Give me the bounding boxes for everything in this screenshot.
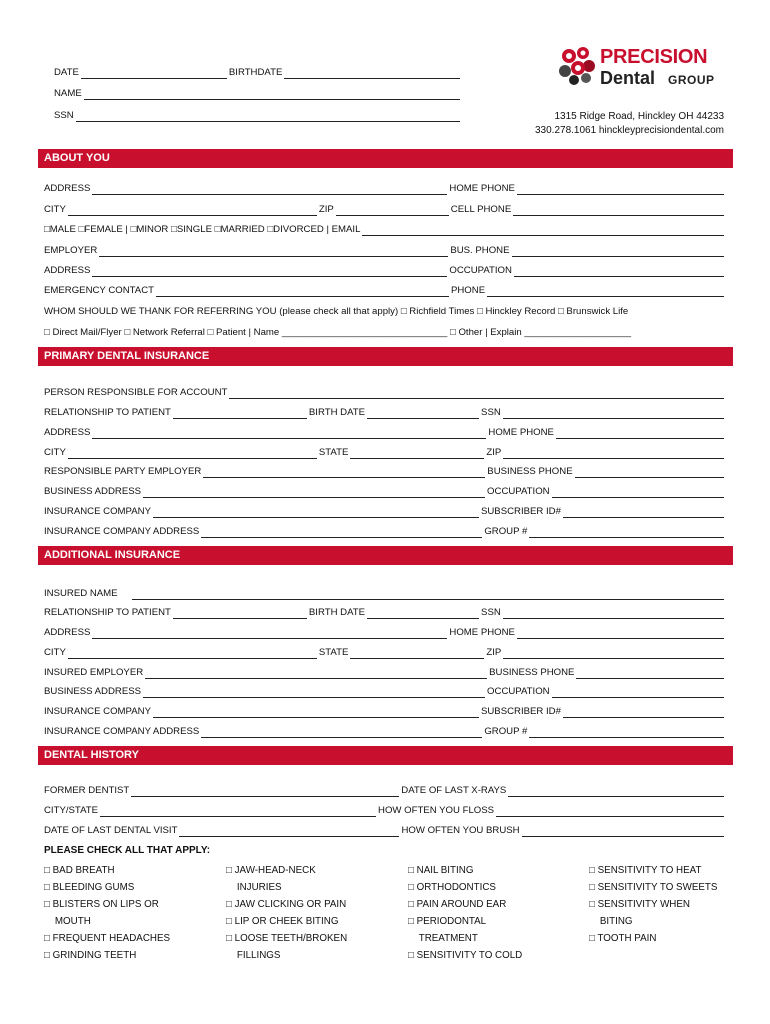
address-label: ADDRESS xyxy=(44,627,91,638)
occupation-field[interactable] xyxy=(514,266,724,277)
subscriber-id-field[interactable] xyxy=(563,707,724,718)
address-label: ADDRESS xyxy=(44,183,91,194)
name-row xyxy=(54,88,462,100)
emergency-contact-field[interactable] xyxy=(156,286,449,297)
additional-address-row xyxy=(44,627,726,639)
zip-label: ZIP xyxy=(486,647,502,658)
condition-checkbox-item[interactable]: □ LIP OR CHEEK BITING xyxy=(226,916,339,927)
relationship-label: RELATIONSHIP TO PATIENT xyxy=(44,607,171,618)
primary-city-row xyxy=(44,447,726,459)
person-responsible-field[interactable] xyxy=(229,388,724,399)
last-visit-field[interactable] xyxy=(179,826,399,837)
ssn-label: SSN xyxy=(481,607,501,618)
occupation-field[interactable] xyxy=(552,687,724,698)
address-field[interactable] xyxy=(92,628,447,639)
condition-checkbox-item[interactable]: □ NAIL BITING xyxy=(408,865,474,876)
bus-phone-field[interactable] xyxy=(512,246,724,257)
condition-checkbox-item[interactable]: □ SENSITIVITY TO SWEETS xyxy=(589,882,718,893)
primary-person-row xyxy=(44,387,726,399)
condition-checkbox-item[interactable]: □ GRINDING TEETH xyxy=(44,950,137,961)
insured-employer-field[interactable] xyxy=(145,668,487,679)
primary-address-row xyxy=(44,427,726,439)
insurance-company-field[interactable] xyxy=(153,507,479,518)
subscriber-id-label: SUBSCRIBER ID# xyxy=(480,506,561,517)
tooth-cluster-icon xyxy=(556,44,598,86)
condition-checkbox-item[interactable]: □ BLISTERS ON LIPS OR xyxy=(44,899,159,910)
home-phone-label: HOME PHONE xyxy=(449,627,515,638)
check-all-heading: PLEASE CHECK ALL THAT APPLY: xyxy=(44,845,211,856)
additional-city-row xyxy=(44,647,726,659)
birthdate-label: BIRTHDATE xyxy=(228,67,283,78)
condition-checkbox-item[interactable]: □ JAW-HEAD-NECK xyxy=(226,865,316,876)
city-label: CITY xyxy=(44,204,66,215)
group-field[interactable] xyxy=(529,727,724,738)
about-you-header: ABOUT YOU xyxy=(38,149,733,168)
ssn-field[interactable] xyxy=(76,111,460,122)
condition-checkbox-item[interactable]: □ LOOSE TEETH/BROKEN xyxy=(226,933,348,944)
home-phone-label: HOME PHONE xyxy=(488,427,554,438)
logo-group-text: GROUP xyxy=(668,73,715,87)
city-field[interactable] xyxy=(68,205,317,216)
history-col-1[interactable] xyxy=(44,862,170,964)
state-label: STATE xyxy=(318,647,349,658)
employer-address-field[interactable] xyxy=(92,266,447,277)
employer-label: RESPONSIBLE PARTY EMPLOYER xyxy=(44,466,202,477)
condition-checkbox-item[interactable]: BITING xyxy=(589,916,633,927)
zip-label: ZIP xyxy=(486,447,502,458)
subscriber-id-label: SUBSCRIBER ID# xyxy=(480,706,561,717)
condition-checkbox-item[interactable]: □ JAW CLICKING OR PAIN xyxy=(226,899,347,910)
bus-phone-label: BUS. PHONE xyxy=(450,245,510,256)
ssn-label: SSN xyxy=(481,407,501,418)
employer-address-label: ADDRESS xyxy=(44,265,91,276)
additional-relationship-row xyxy=(44,607,726,619)
history-visit-row xyxy=(44,825,726,837)
city-label: CITY xyxy=(44,647,66,658)
occupation-label: OCCUPATION xyxy=(449,265,512,276)
address-field[interactable] xyxy=(92,184,447,195)
last-xrays-label: DATE OF LAST X-RAYS xyxy=(401,785,507,796)
birth-date-field[interactable] xyxy=(367,408,479,419)
condition-checkbox-item[interactable]: FILLINGS xyxy=(226,950,281,961)
insurance-company-label: INSURANCE COMPANY xyxy=(44,506,151,517)
logo-dental-text: Dental xyxy=(600,68,656,88)
person-responsible-label: PERSON RESPONSIBLE FOR ACCOUNT xyxy=(44,387,228,398)
condition-checkbox-item[interactable]: MOUTH xyxy=(44,916,91,927)
insured-name-field[interactable] xyxy=(132,589,724,600)
ssn-field[interactable] xyxy=(503,408,724,419)
primary-company-address-row xyxy=(44,526,726,538)
zip-field[interactable] xyxy=(503,648,724,659)
ssn-field[interactable] xyxy=(503,608,724,619)
practice-contact xyxy=(535,110,724,138)
primary-employer-row xyxy=(44,466,726,478)
state-field[interactable] xyxy=(350,648,484,659)
state-label: STATE xyxy=(318,447,349,458)
primary-company-row xyxy=(44,506,726,518)
cell-phone-label: CELL PHONE xyxy=(450,204,512,215)
subscriber-id-field[interactable] xyxy=(563,507,724,518)
floss-field[interactable] xyxy=(496,806,724,817)
city-state-label: CITY/STATE xyxy=(44,805,99,816)
home-phone-field[interactable] xyxy=(517,628,724,639)
date-field[interactable] xyxy=(81,68,227,79)
about-city-row xyxy=(44,204,726,216)
business-address-label: BUSINESS ADDRESS xyxy=(44,686,142,697)
condition-checkbox-item[interactable]: □ ORTHODONTICS xyxy=(408,882,496,893)
additional-insured-row xyxy=(44,588,726,600)
history-city-row xyxy=(44,805,726,817)
birth-date-label: BIRTH DATE xyxy=(308,607,366,618)
condition-checkbox-item[interactable]: □ PERIODONTAL xyxy=(408,916,487,927)
condition-checkbox-item[interactable]: □ SENSITIVITY WHEN xyxy=(589,899,690,910)
referral-line-1[interactable]: WHOM SHOULD WE THANK FOR REFERRING YOU (please check all that apply) □ Richfield Times □ Hinckley Record □ Brunswick Life xyxy=(44,306,629,317)
home-phone-field[interactable] xyxy=(517,184,724,195)
about-status-row xyxy=(44,224,726,236)
name-label: NAME xyxy=(54,88,82,99)
ssn-row xyxy=(54,110,462,122)
condition-checkbox-item[interactable]: □ SENSITIVITY TO HEAT xyxy=(589,865,702,876)
insurance-company-address-label: INSURANCE COMPANY ADDRESS xyxy=(44,726,200,737)
zip-field[interactable] xyxy=(503,448,724,459)
additional-company-address-row xyxy=(44,726,726,738)
condition-checkbox-item[interactable]: □ PAIN AROUND EAR xyxy=(408,899,507,910)
floss-label: HOW OFTEN YOU FLOSS xyxy=(378,805,495,816)
date-label: DATE xyxy=(54,67,79,78)
state-field[interactable] xyxy=(350,448,484,459)
condition-checkbox-item[interactable]: □ BAD BREATH xyxy=(44,865,115,876)
additional-insurance-header: ADDITIONAL INSURANCE xyxy=(38,546,733,565)
business-phone-label: BUSINESS PHONE xyxy=(487,466,573,477)
business-phone-field[interactable] xyxy=(576,668,724,679)
condition-checkbox-item[interactable]: □ TOOTH PAIN xyxy=(589,933,657,944)
name-field[interactable] xyxy=(84,89,460,100)
practice-address: 1315 Ridge Road, Hinckley OH 44233 xyxy=(554,111,724,122)
city-state-field[interactable] xyxy=(100,806,376,817)
insurance-company-label: INSURANCE COMPANY xyxy=(44,706,151,717)
employer-field[interactable] xyxy=(203,467,485,478)
history-dentist-row xyxy=(44,785,726,797)
occupation-label: OCCUPATION xyxy=(487,686,550,697)
relationship-field[interactable] xyxy=(173,608,307,619)
additional-business-address-row xyxy=(44,686,726,698)
former-dentist-field[interactable] xyxy=(131,786,399,797)
former-dentist-label: FORMER DENTIST xyxy=(44,785,130,796)
relationship-field[interactable] xyxy=(173,408,307,419)
employer-label: EMPLOYER xyxy=(44,245,98,256)
occupation-label: OCCUPATION xyxy=(487,486,550,497)
insured-employer-label: INSURED EMPLOYER xyxy=(44,667,144,678)
history-col-4[interactable] xyxy=(589,862,717,947)
about-employer-row xyxy=(44,245,726,257)
last-visit-label: DATE OF LAST DENTAL VISIT xyxy=(44,825,178,836)
business-address-field[interactable] xyxy=(143,487,485,498)
date-birthdate-row xyxy=(54,67,462,79)
logo-precision-text: PRECISION xyxy=(600,46,708,68)
insured-name-label: INSURED NAME xyxy=(44,588,118,599)
brush-label: HOW OFTEN YOU BRUSH xyxy=(401,825,520,836)
condition-checkbox-item[interactable]: □ FREQUENT HEADACHES xyxy=(44,933,171,944)
practice-phone-web: 330.278.1061 hinckleyprecisiondental.com xyxy=(534,125,724,136)
zip-field[interactable] xyxy=(336,205,449,216)
about-emergency-row xyxy=(44,285,726,297)
birthdate-field[interactable] xyxy=(284,68,460,79)
precision-dental-logo xyxy=(556,44,724,94)
email-field[interactable] xyxy=(362,225,724,236)
emergency-phone-field[interactable] xyxy=(487,286,724,297)
business-phone-label: BUSINESS PHONE xyxy=(489,667,575,678)
about-address2-row xyxy=(44,265,726,277)
group-label: GROUP # xyxy=(484,726,528,737)
condition-checkbox-item[interactable]: □ SENSITIVITY TO COLD xyxy=(408,950,523,961)
primary-insurance-header: PRIMARY DENTAL INSURANCE xyxy=(38,347,733,366)
last-xrays-field[interactable] xyxy=(508,786,724,797)
birth-date-field[interactable] xyxy=(367,608,479,619)
brush-field[interactable] xyxy=(522,826,724,837)
history-col-2[interactable] xyxy=(226,862,347,964)
history-col-3[interactable] xyxy=(408,862,522,964)
home-phone-field[interactable] xyxy=(556,428,724,439)
relationship-label: RELATIONSHIP TO PATIENT xyxy=(44,407,171,418)
insurance-company-address-field[interactable] xyxy=(201,527,482,538)
group-field[interactable] xyxy=(529,527,724,538)
insurance-company-field[interactable] xyxy=(153,707,479,718)
emergency-contact-label: EMERGENCY CONTACT xyxy=(44,285,154,296)
business-address-field[interactable] xyxy=(143,687,485,698)
dental-history-header: DENTAL HISTORY xyxy=(38,746,733,765)
primary-relationship-row xyxy=(44,407,726,419)
cell-phone-field[interactable] xyxy=(513,205,724,216)
city-label: CITY xyxy=(44,447,66,458)
group-label: GROUP # xyxy=(484,526,528,537)
employer-field[interactable] xyxy=(99,246,448,257)
occupation-field[interactable] xyxy=(552,487,724,498)
address-label: ADDRESS xyxy=(44,427,91,438)
primary-business-address-row xyxy=(44,486,726,498)
referral-line-2[interactable]: □ Direct Mail/Flyer □ Network Referral □ Patient | Name _______________________________ □ Other | Explain ____________________ xyxy=(44,327,632,338)
condition-checkbox-item[interactable]: INJURIES xyxy=(226,882,282,893)
additional-employer-row xyxy=(44,667,726,679)
zip-label: ZIP xyxy=(318,204,334,215)
additional-company-row xyxy=(44,706,726,718)
insurance-company-address-field[interactable] xyxy=(201,727,482,738)
condition-checkbox-item[interactable]: □ BLEEDING GUMS xyxy=(44,882,135,893)
home-phone-label: HOME PHONE xyxy=(449,183,515,194)
business-address-label: BUSINESS ADDRESS xyxy=(44,486,142,497)
ssn-label: SSN xyxy=(54,110,74,121)
about-address-row xyxy=(44,183,726,195)
business-phone-field[interactable] xyxy=(575,467,724,478)
condition-checkbox-item[interactable]: TREATMENT xyxy=(408,933,478,944)
insurance-company-address-label: INSURANCE COMPANY ADDRESS xyxy=(44,526,200,537)
gender-marital-email-label[interactable]: □MALE □FEMALE | □MINOR □SINGLE □MARRIED □DIVORCED | EMAIL xyxy=(44,224,361,235)
city-field[interactable] xyxy=(68,448,317,459)
emergency-phone-label: PHONE xyxy=(450,285,486,296)
address-field[interactable] xyxy=(92,428,486,439)
birth-date-label: BIRTH DATE xyxy=(308,407,366,418)
city-field[interactable] xyxy=(68,648,317,659)
